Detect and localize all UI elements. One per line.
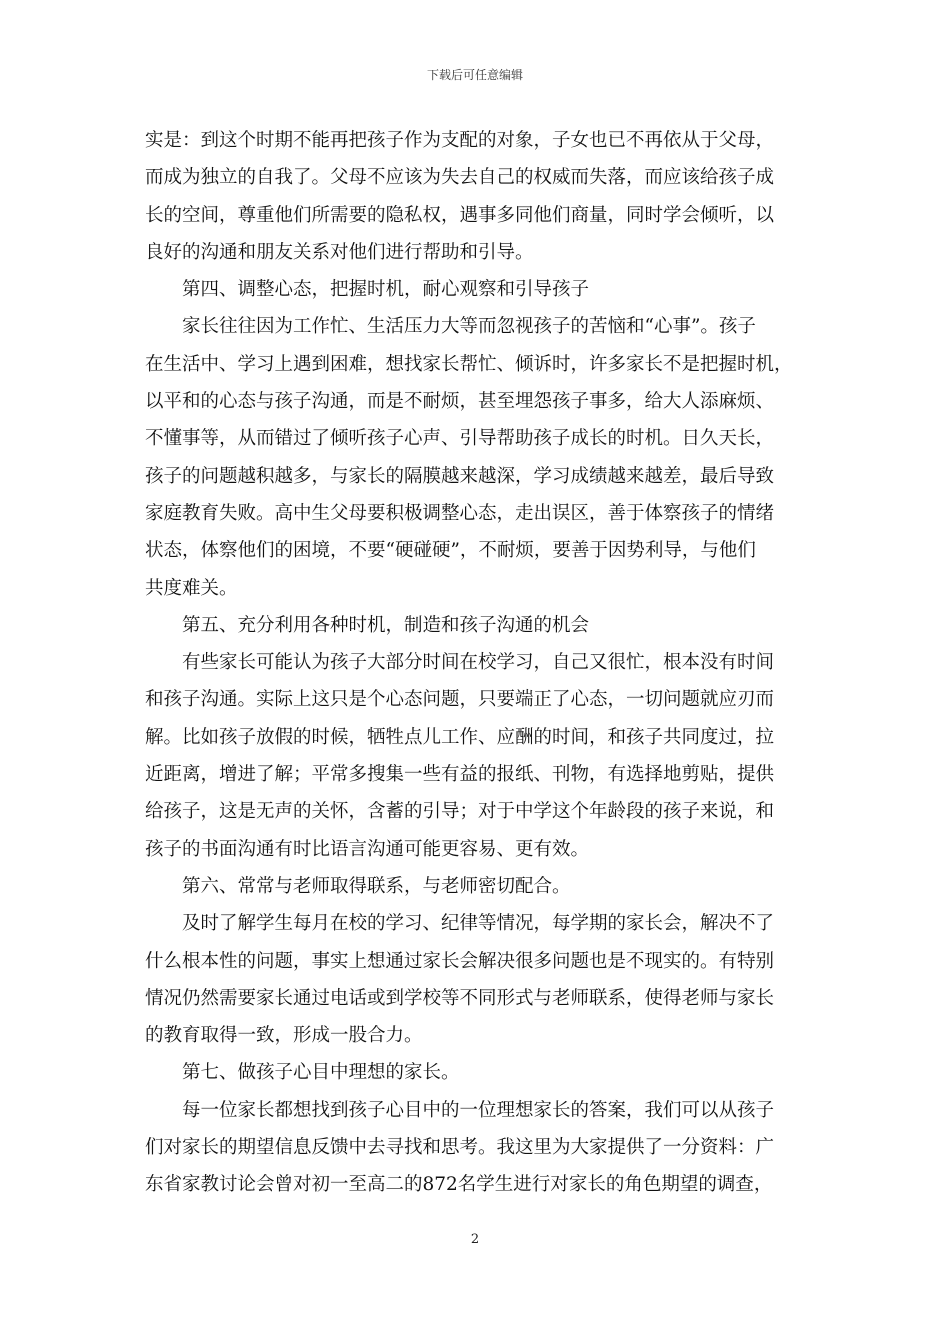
text-line: 和孩子沟通。实际上这只是个心态问题，只要端正了心态，一切问题就应刃而 xyxy=(145,689,775,711)
text-line: 长的空间，尊重他们所需要的隐私权，遇事多同他们商量，同时学会倾听，以 xyxy=(145,204,775,226)
text-line: 每一位家长都想找到孩子心目中的一位理想家长的答案，我们可以从孩子 xyxy=(182,1099,775,1121)
text-line: 家庭教育失败。高中生父母要积极调整心态，走出误区，善于体察孩子的情绪 xyxy=(145,502,775,524)
page-number: 2 xyxy=(470,1232,480,1247)
text-line: 共度难关。 xyxy=(145,577,238,599)
page-header-note: 下载后可任意编辑 xyxy=(426,68,523,82)
text-line: 状态，体察他们的困境，不要“硬碰硬”，不耐烦，要善于因势利导，与他们 xyxy=(145,540,756,562)
text-line: 第四、调整心态，把握时机，耐心观察和引导孩子 xyxy=(182,279,590,301)
text-line: 第六、常常与老师取得联系，与老师密切配合。 xyxy=(182,875,571,897)
text-line: 的教育取得一致，形成一股合力。 xyxy=(145,1025,423,1047)
text-line: 良好的沟通和朋友关系对他们进行帮助和引导。 xyxy=(145,241,534,263)
text-line: 什么根本性的问题，事实上想通过家长会解决很多问题也是不现实的。有特别 xyxy=(145,950,775,972)
text-line: 有些家长可能认为孩子大部分时间在校学习，自己又很忙，根本没有时间 xyxy=(182,652,775,674)
text-line: 们对家长的期望信息反馈中去寻找和思考。我这里为大家提供了一分资料：广 xyxy=(145,1137,775,1159)
text-line: 情况仍然需要家长通过电话或到学校等不同形式与老师联系，使得老师与家长 xyxy=(145,987,775,1009)
text-line: 在生活中、学习上遇到困难，想找家长帮忙、倾诉时，许多家长不是把握时机， xyxy=(145,353,793,375)
text-line: 而成为独立的自我了。父母不应该为失去自己的权威而失落，而应该给孩子成 xyxy=(145,167,775,189)
text-line: 及时了解学生每月在校的学习、纪律等情况，每学期的家长会，解决不了 xyxy=(182,913,775,935)
text-line: 实是：到这个时期不能再把孩子作为支配的对象，子女也已不再依从于父母， xyxy=(145,130,775,151)
text-line: 东省家教讨论会曾对初一至高二的872名学生进行对家长的角色期望的调查， xyxy=(145,1174,773,1196)
text-line: 第七、做孩子心目中理想的家长。 xyxy=(182,1062,460,1084)
text-line: 家长往往因为工作忙、生活压力大等而忽视孩子的苦恼和“心事”。孩子 xyxy=(182,316,756,338)
document-body xyxy=(145,122,810,1204)
text-line: 孩子的问题越积越多，与家长的隔膜越来越深，学习成绩越来越差，最后导致 xyxy=(145,465,775,487)
text-line: 给孩子，这是无声的关怀，含蓄的引导；对于中学这个年龄段的孩子来说，和 xyxy=(145,801,775,823)
text-line: 不懂事等，从而错过了倾听孩子心声、引导帮助孩子成长的时机。日久天长， xyxy=(145,428,775,450)
text-line: 以平和的心态与孩子沟通，而是不耐烦，甚至埋怨孩子事多，给大人添麻烦、 xyxy=(145,391,775,413)
text-line: 近距离，增进了解；平常多搜集一些有益的报纸、刊物，有选择地剪贴，提供 xyxy=(145,764,775,786)
text-line: 孩子的书面沟通有时比语言沟通可能更容易、更有效。 xyxy=(145,838,590,860)
text-line: 解。比如孩子放假的时候，牺牲点儿工作、应酬的时间，和孩子共同度过，拉 xyxy=(145,726,775,748)
text-line: 第五、充分利用各种时机，制造和孩子沟通的机会 xyxy=(182,614,590,636)
